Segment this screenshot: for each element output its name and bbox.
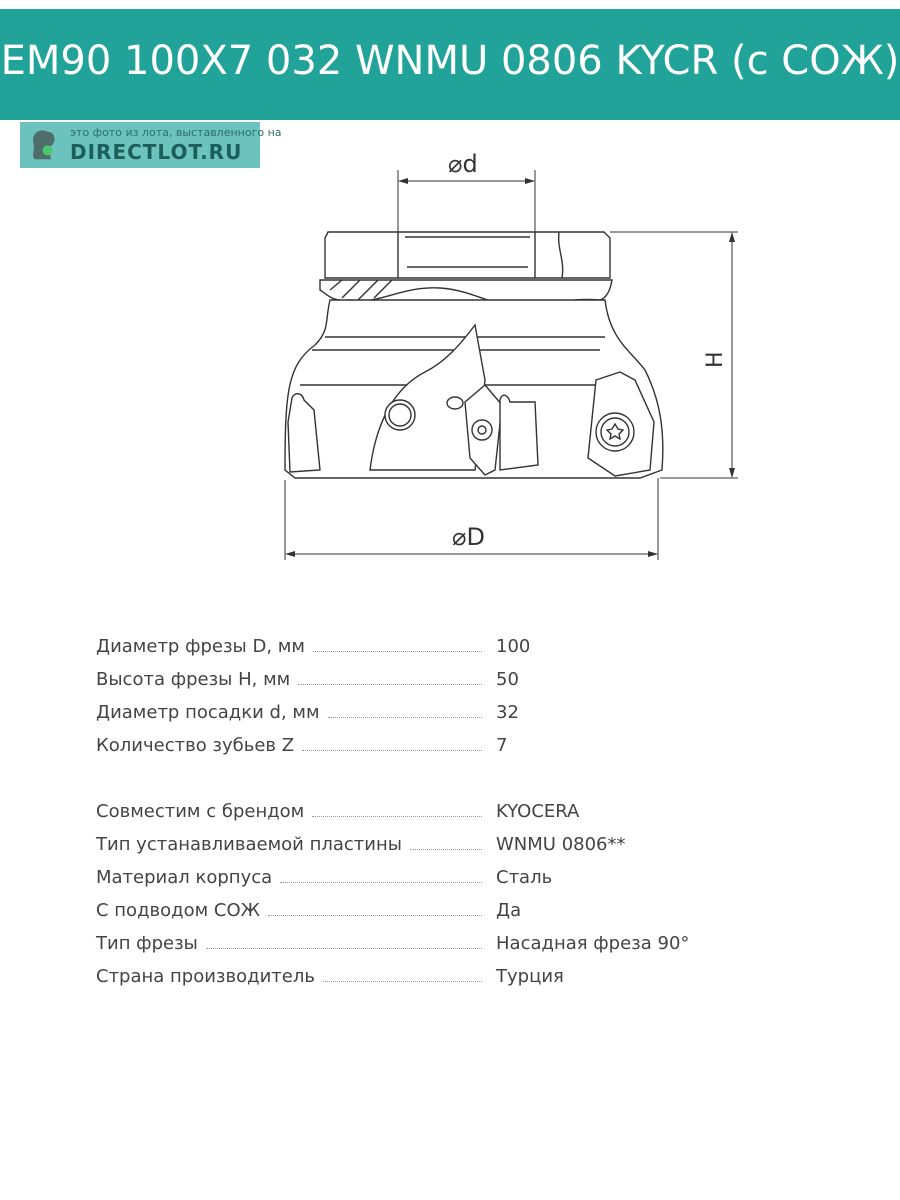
spec-label: Высота фрезы H, мм (96, 669, 291, 690)
watermark-overlay (20, 122, 282, 168)
spec-label: Тип фрезы (96, 933, 198, 954)
spec-label: С подводом СОЖ (96, 900, 261, 921)
spec-list (96, 630, 796, 993)
spec-value: 100 (496, 636, 531, 657)
spec-row-bore-d (96, 696, 796, 729)
spec-value: Насадная фреза 90° (496, 933, 690, 954)
bore-diameter-label: ⌀d (448, 150, 478, 178)
dotted-leader (298, 684, 482, 685)
spec-label: Материал корпуса (96, 867, 273, 888)
spec-row-insert-type (96, 828, 796, 861)
spec-row-country (96, 960, 796, 993)
spec-row-diameter-d (96, 630, 796, 663)
group-spacer (96, 762, 796, 795)
spec-value: Турция (496, 966, 564, 987)
dotted-leader (313, 651, 482, 652)
dotted-leader (280, 882, 482, 883)
spec-value: Да (496, 900, 522, 921)
watermark-brand: DIRECTLOT.RU (70, 140, 243, 164)
spec-label: Диаметр посадки d, мм (96, 702, 320, 723)
dotted-leader (268, 915, 482, 916)
spec-value: WNMU 0806** (496, 834, 626, 855)
squirrel-logo-icon (26, 126, 64, 164)
spec-value: KYOCERA (496, 801, 580, 822)
dotted-leader (323, 981, 482, 982)
dotted-leader (206, 948, 482, 949)
spec-row-teeth-count (96, 729, 796, 762)
spec-value: 50 (496, 669, 519, 690)
spec-label: Диаметр фрезы D, мм (96, 636, 305, 657)
dotted-leader (410, 849, 482, 850)
cutter-body (285, 232, 663, 478)
spec-row-cutter-type (96, 927, 796, 960)
spec-row-coolant (96, 894, 796, 927)
dotted-leader (312, 816, 482, 817)
watermark-caption: это фото из лота, выставленного на (70, 126, 282, 139)
spec-row-height-h (96, 663, 796, 696)
dotted-leader (302, 750, 482, 751)
spec-value: 32 (496, 702, 519, 723)
dotted-leader (328, 717, 482, 718)
spec-label: Совместим с брендом (96, 801, 305, 822)
spec-row-brand (96, 795, 796, 828)
spec-label: Количество зубьев Z (96, 735, 295, 756)
height-label: H (703, 351, 728, 368)
cutter-diameter-label: ⌀D (452, 523, 485, 551)
page-title: EM90 100X7 032 WNMU 0806 KYCR (с СОЖ) (0, 38, 900, 84)
spec-row-body-material (96, 861, 796, 894)
spec-value: Сталь (496, 867, 553, 888)
spec-value: 7 (496, 735, 508, 756)
spec-label: Тип устанавливаемой пластины (96, 834, 402, 855)
spec-label: Страна производитель (96, 966, 315, 987)
cutter-technical-drawing (270, 140, 750, 570)
